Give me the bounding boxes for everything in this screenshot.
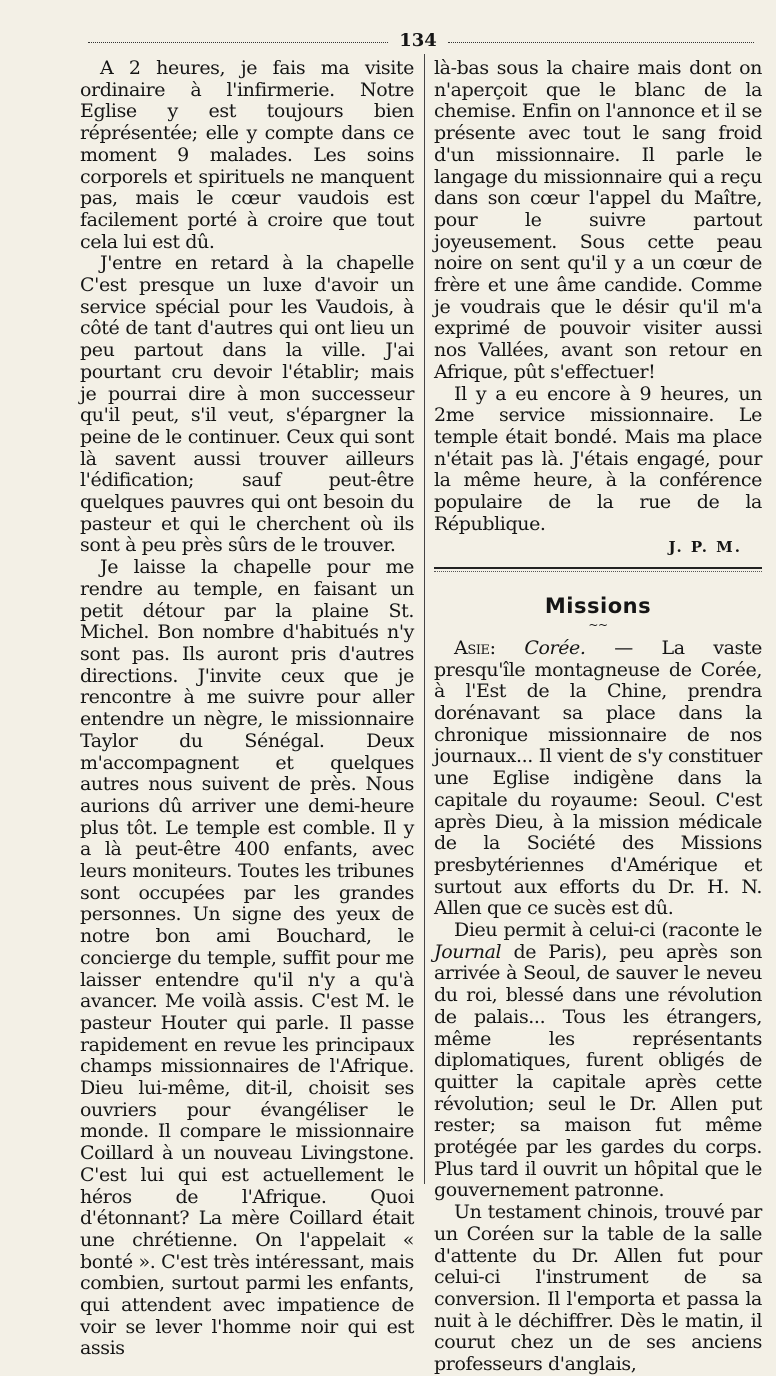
paragraph-asie-coree — [434, 638, 762, 920]
journal-after: de Paris), peu après son arrivée à Seoul, de sauver le neveu du roi, blessé dans une révolution de palais... Tous les étrangers, même les représentants diplomatiques, furent obligés de quitter la capitale après cette révolution; seul le Dr. Allen put rester; sa maison fut même protégée par les gardes du corps. Plus tard il ouvrit un hôpital que le gouvernement patronne. — [434, 940, 762, 1202]
column-divider — [424, 54, 425, 1184]
right-column — [434, 58, 762, 1376]
paragraph-infirmerie: A 2 heures, je fais ma visite ordinaire à l'infirmerie. Notre Eglise y est toujours bien réprésentée; elle y compte dans ce moment 9 malades. Les soins corporels et spirituels ne manquent pas, mais le cœur vaudois est facilement porté à croire que tout cela lui est dû. — [80, 57, 414, 253]
header-rule-left — [88, 42, 388, 43]
page-number: 134 — [399, 30, 437, 51]
journal-before: Dieu permit à celui-ci (raconte le — [454, 919, 762, 942]
ornament-icon: ~~ — [588, 617, 608, 632]
paragraph-temple: Je laisse la chapelle pour me rendre au temple, en faisant un petit détour par la plaine St. Michel. Bon nombre d'habitués n'y sont pas. Ils auront pris d'autres directions. J'invite ceux que je rencontre à me suivre pour aller entendre un nègre, le missionnaire Taylor du Sénégal. Deux m'accompagnent et quelques autres nous suivent de près. Nous aurions dû arriver une demi-heure plus tôt. Le temple est comble. Il y a là peut-être 400 enfants, avec leurs moniteurs. Toutes les tribunes sont occupées par les grandes personnes. Un signe des yeux de notre bon ami Bouchard, le concierge du temple, suffit pour me laisser entendre qu'il n'y a qu'à avancer. Me voilà assis. C'est M. le pasteur Houter qui parle. Il passe rapidement en revue les principaux champs missionnaires de l'Afrique. Dieu lui-même, dit-il, choisit ses ouvriers pour évangéliser le monde. Il compare le missionnaire Coillard à un nouveau Livingstone. C'est lui qui est actuellement le héros de l'Afrique. Quoi d'étonnant? La mère Coillard était une chrétienne. On l'appelait « bonté ». C'est très intéressant, mais combien, surtout parmi les enfants, qui attendent avec impatience de voir se lever l'homme noir qui est assis — [80, 556, 414, 1360]
paragraph-chapelle: J'entre en retard à la chapelle C'est presque un luxe d'avoir un service spécial pour les Vaudois, à côté de tant d'autres qui ont lieu un peu partout dans la ville. J'ai pourtant cru devoir l'établir; mais je pourrai dire à mon successeur qu'il peut, s'il veut, s'épargner la peine de le continuer. Ceux qui sont là savent aussi trouver ailleurs l'édification; sauf peut-être quelques pauvres qui ont besoin du pasteur et qui le cherchent où ils sont à peu près sûrs de le trouver. — [80, 252, 414, 557]
paragraph-continuation: là-bas sous la chaire mais dont on n'aperçoit que le blanc de la chemise. Enfin on l'annonce et il se présente avec tout le sang froid d'un missionnaire. Il parle le langage du missionnaire qui a reçu dans son cœur l'appel du Maître, pour le suivre partout joyeusement. Sous cette peau noire on sent qu'il y a un cœur de frère et une âme candide. Comme je voudrais que le désir qu'il m'a exprimé de pouvoir visiter aussi nos Vallées, avant son retour en Afrique, pût s'effectuer! — [434, 57, 762, 383]
asie-text: — La vaste presqu'île montagneuse de Corée, à l'Est de la Chine, prendra dorénavant sa place dans la chronique missionnaire de nos journaux... Il vient de s'y constituer une Eglise indigène dans la capitale du royaume: Seoul. C'est après Dieu, à la mission médicale de la Société des Missions presbytériennes d'Amérique et surtout aux efforts du Dr. H. N. Allen que ce sucès est dû. — [434, 636, 762, 920]
paragraph-second-service: Il y a eu encore à 9 heures, un 2me service missionnaire. Le temple était bondé. Mais ma place n'était pas là. J'étais engagé, pour la même heure, à la conférence populaire de la rue de la République. — [434, 382, 762, 535]
author-signature: J. P. M. — [668, 538, 742, 557]
asie-label: Asie — [454, 636, 490, 659]
paragraph-dieu-permit — [434, 920, 762, 1202]
section-title: Missions — [544, 594, 652, 619]
journal-name: Journal — [434, 940, 502, 963]
left-column — [80, 58, 414, 1360]
section-separator-dotted — [434, 571, 762, 572]
asie-colon: : — [489, 636, 525, 659]
coree-label: Corée. — [524, 636, 586, 659]
paragraph-testament: Un testament chinois, trouvé par un Coréen sur la table de la salle d'attente du Dr. Allen fut pour celui-ci l'instrument de sa conversion. Il l'emporta et passa la nuit à le déchiffrer. Dès le matin, il courut chez un de ses anciens professeurs d'anglais, — [434, 1201, 762, 1376]
header-rule-right — [448, 42, 754, 43]
page-header — [88, 30, 754, 52]
section-separator — [434, 567, 762, 569]
